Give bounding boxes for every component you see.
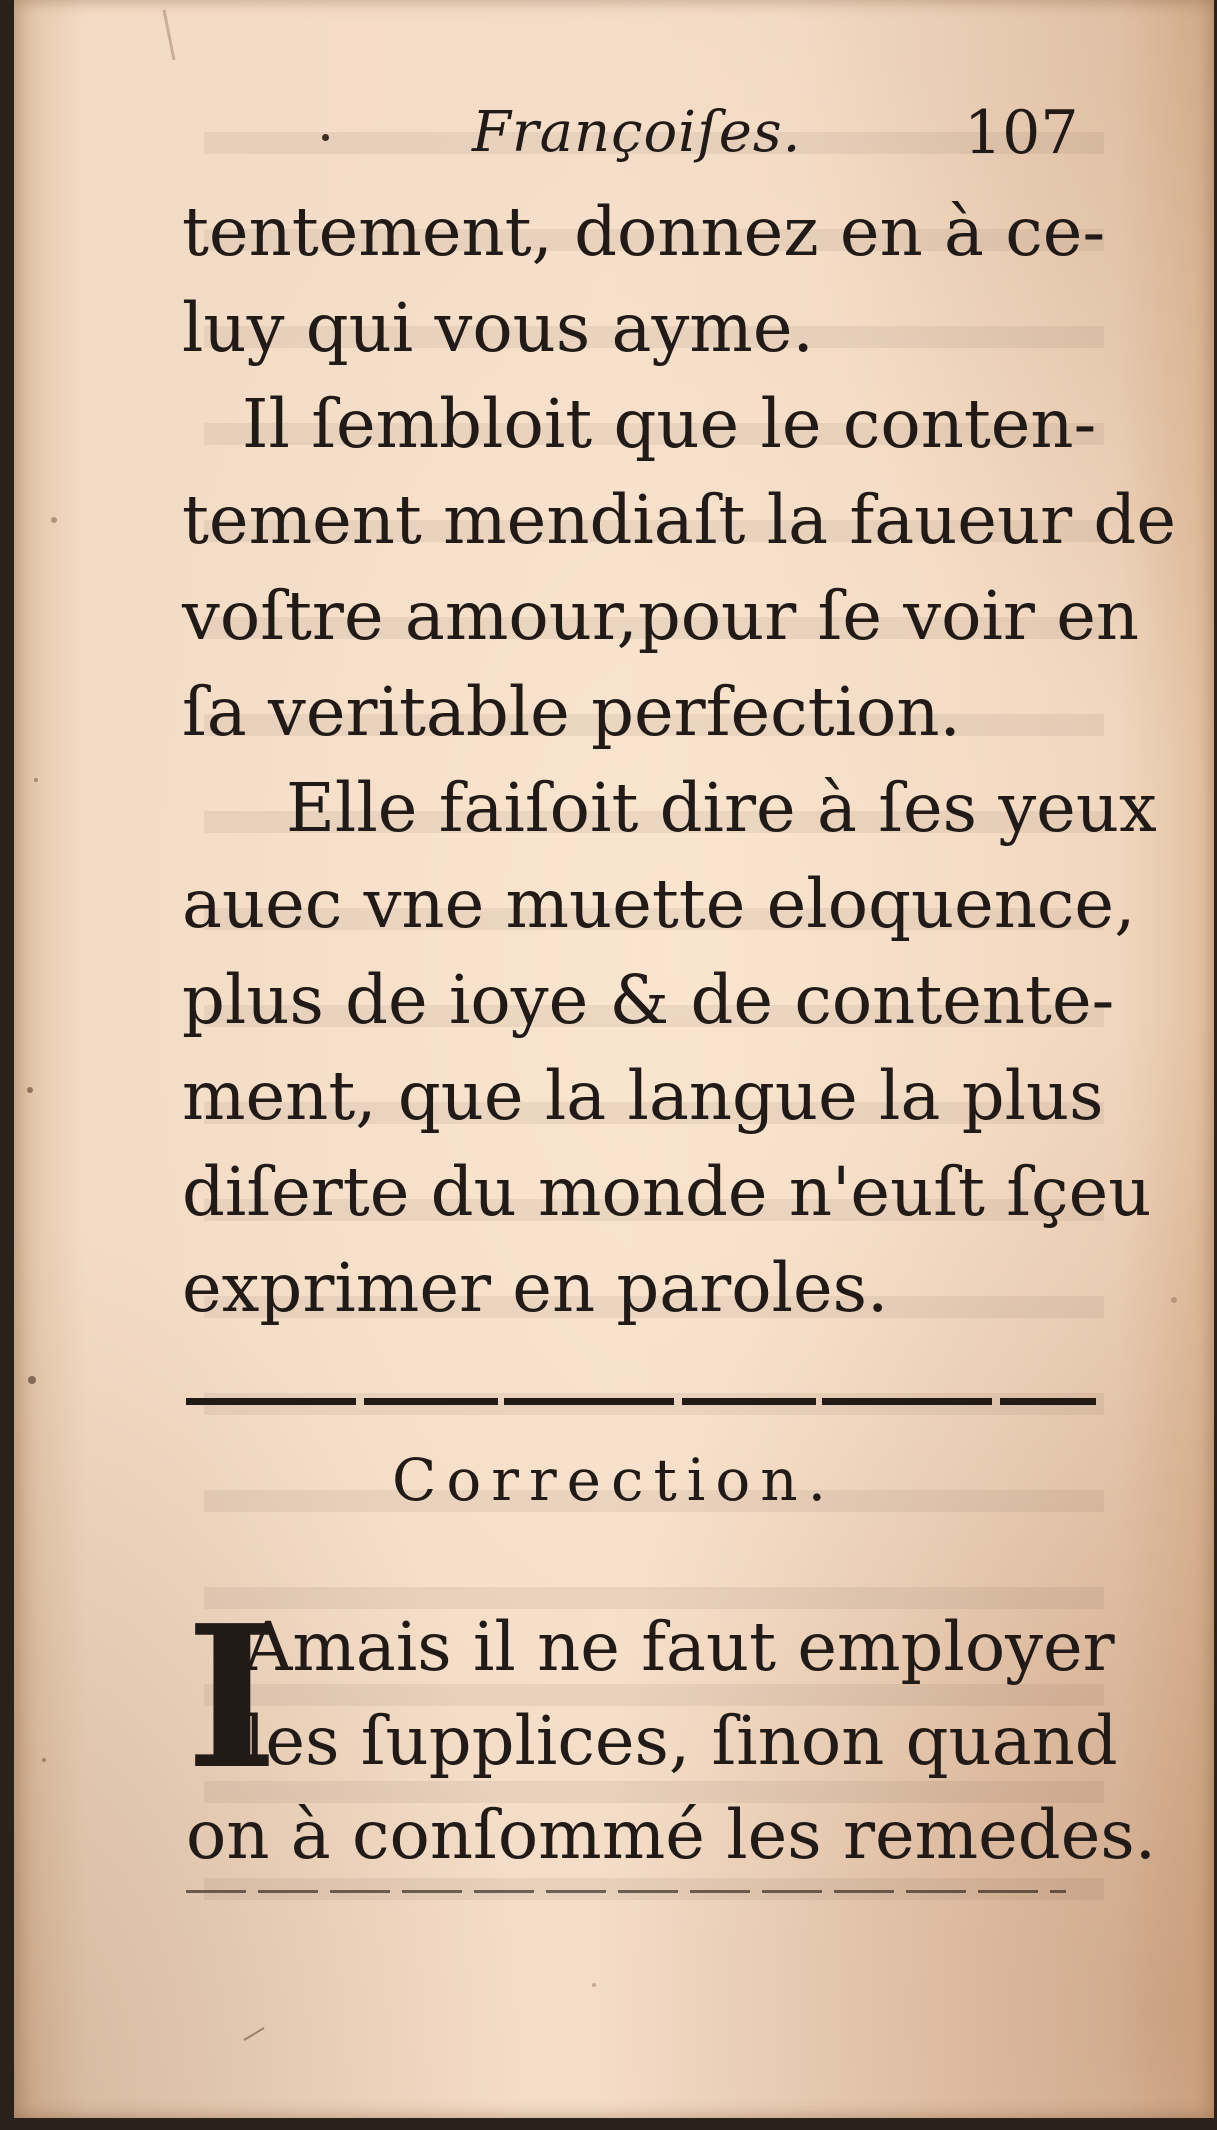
text-line: plus de ioye & de contente- [182,961,1115,1039]
text-line: on à conſommé les remedes. [186,1796,1157,1874]
text-line: exprimer en paroles. [182,1249,889,1327]
section-title: Correction. [391,1446,837,1514]
page-header [14,92,1214,172]
text-line: ment, que la langue la plus [182,1057,1104,1135]
correction-paragraph [186,1583,1157,1882]
text-line: voſtre amour,pour ſe voir en [182,577,1140,655]
text-line: Amais il ne faut employer [244,1608,1115,1686]
running-head: Françoiſes. [472,100,802,165]
section-divider-rule [186,1398,1096,1405]
text-line: luy qui vous ayme. [182,289,814,367]
drop-cap: I [186,1583,278,1813]
text-line: Il ſembloit que le conten- [242,385,1097,463]
body-text [182,184,1176,1336]
page-number: 107 [964,98,1079,168]
ornament-dot [322,134,329,141]
bottom-dashed-rule [186,1890,1066,1893]
book-page [14,0,1214,2118]
text-line: auec vne muette eloquence, [182,865,1136,943]
text-line: tement mendiaſt la faueur de [182,481,1176,559]
text-line: les ſupplices, ſinon quand [244,1702,1118,1780]
text-line: Elle faiſoit dire à ſes yeux [286,769,1157,847]
text-line: diſerte du monde n'euſt ſçeu [182,1153,1152,1231]
text-line: tentement, donnez en à ce- [182,193,1106,271]
text-line: ſa veritable perfection. [182,673,961,751]
